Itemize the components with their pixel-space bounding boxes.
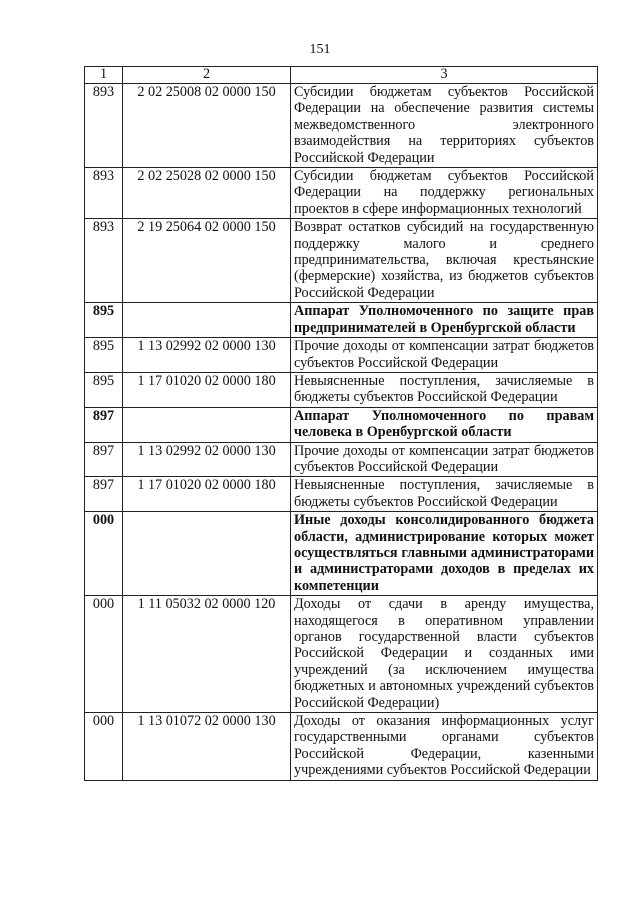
section-heading-cell: Иные доходы консолидированного бюджета области, администрирование которых может осуществляться главными администраторами и администраторами доходов в пределах их компетенции xyxy=(291,512,598,596)
administrator-code-cell: 893 xyxy=(85,168,123,219)
administrator-code-cell: 897 xyxy=(85,477,123,512)
table-row xyxy=(85,168,598,219)
revenue-code-cell: 1 17 01020 02 0000 180 xyxy=(123,477,291,512)
administrator-code-cell: 000 xyxy=(85,713,123,781)
description-cell: Невыясненные поступления, зачисляемые в бюджеты субъектов Российской Федерации xyxy=(291,477,598,512)
revenue-code-cell: 1 11 05032 02 0000 120 xyxy=(123,596,291,713)
revenue-codes-table xyxy=(84,66,598,781)
revenue-code-cell: 1 13 01072 02 0000 130 xyxy=(123,713,291,781)
table-row-section-heading xyxy=(85,407,598,442)
revenue-code-cell: 1 13 02992 02 0000 130 xyxy=(123,442,291,477)
administrator-code-cell: 893 xyxy=(85,84,123,168)
table-row xyxy=(85,372,598,407)
table-row xyxy=(85,338,598,373)
table-row xyxy=(85,84,598,168)
description-cell: Доходы от сдачи в аренду имущества, находящегося в оперативном управлении органов государственной власти субъектов Российской Федерации и созданных ими учреждений (за исключением имущества бюджетных и автономных учреждений субъектов Российской Федерации) xyxy=(291,596,598,713)
table-row-section-heading xyxy=(85,512,598,596)
revenue-code-cell: 2 02 25028 02 0000 150 xyxy=(123,168,291,219)
administrator-code-cell: 895 xyxy=(85,303,123,338)
section-heading-cell: Аппарат Уполномоченного по правам человека в Оренбургской области xyxy=(291,407,598,442)
administrator-code-cell: 897 xyxy=(85,407,123,442)
administrator-code-cell: 000 xyxy=(85,596,123,713)
table-row-section-heading xyxy=(85,303,598,338)
description-cell: Возврат остатков субсидий на государственную поддержку малого и среднего предпринимательства, включая крестьянские (фермерские) хозяйства, из бюджетов субъектов Российской Федерации xyxy=(291,219,598,303)
page-number: 151 xyxy=(309,42,331,57)
description-cell: Субсидии бюджетам субъектов Российской Федерации на обеспечение развития системы межведомственного электронного взаимодействия на территориях субъектов Российской Федерации xyxy=(291,84,598,168)
column-header-2: 2 xyxy=(123,67,291,84)
table-row xyxy=(85,713,598,781)
description-cell: Субсидии бюджетам субъектов Российской Федерации на поддержку региональных проектов в сфере информационных технологий xyxy=(291,168,598,219)
table-header-row xyxy=(85,67,598,84)
description-cell: Прочие доходы от компенсации затрат бюджетов субъектов Российской Федерации xyxy=(291,442,598,477)
revenue-code-cell: 1 13 02992 02 0000 130 xyxy=(123,338,291,373)
description-cell: Прочие доходы от компенсации затрат бюджетов субъектов Российской Федерации xyxy=(291,338,598,373)
administrator-code-cell: 895 xyxy=(85,372,123,407)
table-row xyxy=(85,442,598,477)
revenue-code-cell: 2 19 25064 02 0000 150 xyxy=(123,219,291,303)
revenue-code-cell xyxy=(123,407,291,442)
column-header-3: 3 xyxy=(291,67,598,84)
description-cell: Невыясненные поступления, зачисляемые в бюджеты субъектов Российской Федерации xyxy=(291,372,598,407)
revenue-code-cell xyxy=(123,303,291,338)
revenue-code-cell: 2 02 25008 02 0000 150 xyxy=(123,84,291,168)
table-row xyxy=(85,477,598,512)
column-header-1: 1 xyxy=(85,67,123,84)
administrator-code-cell: 893 xyxy=(85,219,123,303)
table-row xyxy=(85,596,598,713)
administrator-code-cell: 895 xyxy=(85,338,123,373)
table-row xyxy=(85,219,598,303)
administrator-code-cell: 000 xyxy=(85,512,123,596)
description-cell: Доходы от оказания информационных услуг государственными органами субъектов Российской Федерации, казенными учреждениями субъектов Российской Федерации xyxy=(291,713,598,781)
administrator-code-cell: 897 xyxy=(85,442,123,477)
revenue-code-cell xyxy=(123,512,291,596)
revenue-code-cell: 1 17 01020 02 0000 180 xyxy=(123,372,291,407)
section-heading-cell: Аппарат Уполномоченного по защите прав предпринимателей в Оренбургской области xyxy=(291,303,598,338)
